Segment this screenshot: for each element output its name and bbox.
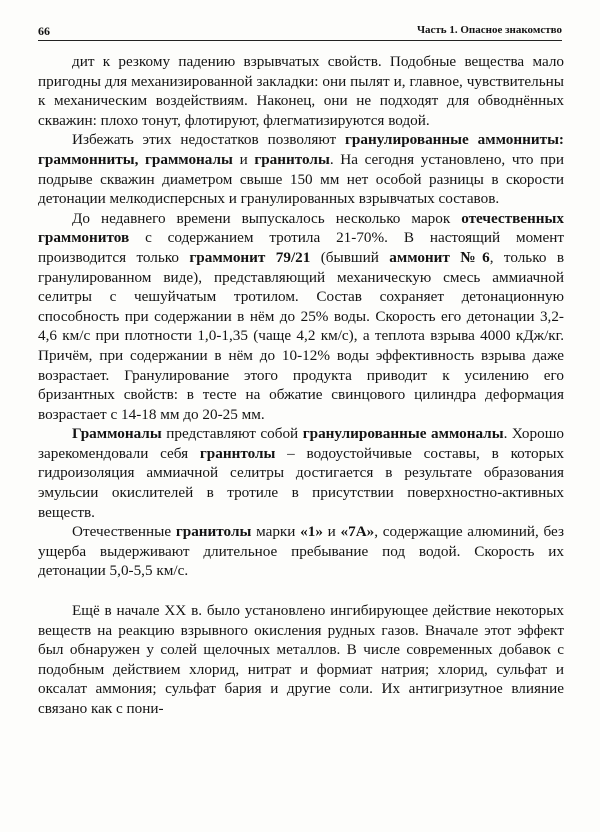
text-run: дит к резкому падению взрывчатых свойств. Подобные вещества мало пригодны для механизированной закладки: они пылят и, главное, чувствительны к механическим воздействиям. Наконец, они не подходят для обводнённых скважин: плохо тонут, флотируют, флегматизируются водой.	[38, 53, 564, 129]
text-run: Избежать этих недостатков позволяют	[72, 131, 346, 149]
paragraph	[38, 209, 564, 425]
paragraph	[38, 130, 564, 208]
text-run: , содержащие алюминий, без ущерба выдерживают длительное пребывание под водой. Скорость их детонации 5,0-5,5 км/с.	[38, 523, 564, 580]
bold-term: гранулированные аммоналы	[302, 425, 504, 443]
text-run: Ещё в начале XX в. было установлено ингибирующее действие некоторых веществ на реакцию взрывного окисления рудных газов. Вначале этот эффект был обнаружен у солей щелочных металлов. В числе современных добавок с подобным действием хлорид, нитрат и формиат натрия; хлорид, сульфат и оксалат аммония; сульфат бария и другие соли. Их антигризутное влияние связано как с пони-	[38, 602, 564, 717]
text-run: (бывший	[310, 248, 390, 266]
text-run: представляют собой	[161, 425, 303, 443]
text-run: с содержанием тротила 21-70%. В настоящий момент производится только	[38, 229, 564, 266]
text-run: . Хорошо зарекомендовали себя	[38, 425, 564, 462]
bold-term: аммонит №6	[389, 248, 490, 266]
text-run: марки	[251, 523, 301, 541]
page-header	[38, 24, 562, 41]
bold-term: граннтолы	[199, 444, 276, 462]
text-run: , только в гранулированном виде), представляющий механическую смесь аммиачной селитры с чешуйчатым тротилом. Состав сохраняет детонационную способность при содержании в нём до 25% воды. Скорость его детонации 3,2-4,6 км/с при плотности 1,0-1,35 (чаще 4,2 км/с), а теплота взрыва 4000 кДж/кг. Причём, при содержании в нём до 10-12% воды эффективность взрыва даже возрастает. Гранулирование этого продукта приводит к усилению его бризантных свойств: в тесте на обжатие свинцового цилиндра деформация возрастает с 14-18 мм до 20-25 мм.	[38, 248, 564, 423]
bold-term: «1»	[300, 523, 323, 541]
paragraph	[38, 424, 564, 522]
running-title: Часть 1. Опасное знакомство	[416, 24, 562, 36]
bold-term: гранитолы	[175, 523, 252, 541]
paragraph	[38, 52, 564, 130]
text-run: и	[322, 523, 341, 541]
text-run: . На сегодня установлено, что при подрыве скважин диаметром свыше 150 мм нет особой разницы в скорости детонации мелкодисперсных и гранулированных взрывчатых составов.	[38, 150, 565, 208]
text-run: Отечественные	[72, 523, 176, 541]
bold-term: «7А»	[340, 523, 375, 541]
page-number: 66	[38, 24, 50, 38]
text-run: – водоустойчивые составы, в которых гидроизоляция аммиачной селитры достигается в результате образования эмульсии окислителей в тротиле в присутствии поверхностно-активных веществ.	[38, 444, 565, 521]
text-run: До недавнего времени выпускалось несколько марок	[72, 209, 462, 227]
text-run: и	[232, 150, 255, 168]
paragraph	[38, 601, 564, 719]
bold-term: отечественных граммонитов	[38, 209, 564, 247]
bold-term: граммонит 79/21	[189, 248, 311, 266]
bold-term: гранулированные аммонниты: граммонниты, граммоналы	[38, 131, 564, 168]
paragraph	[38, 522, 564, 581]
page-body	[38, 52, 564, 719]
bold-term: граннтолы	[254, 150, 330, 168]
bold-term: Граммоналы	[72, 425, 162, 443]
